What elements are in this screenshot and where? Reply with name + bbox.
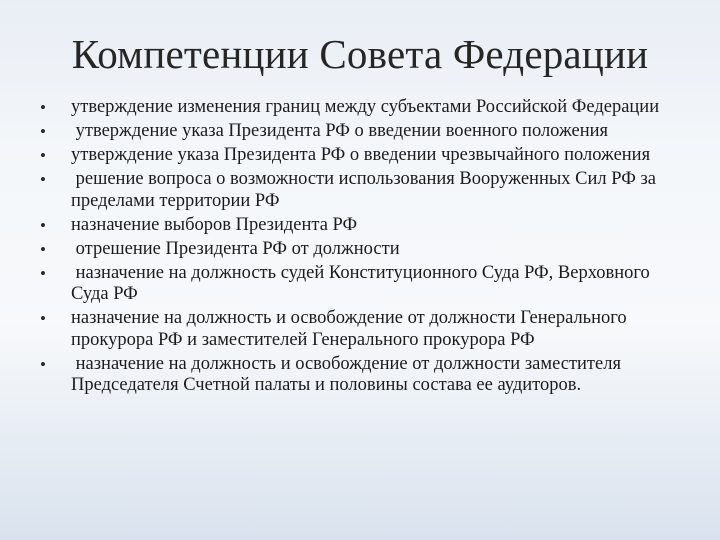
list-item: [40, 145, 680, 167]
bullet-icon: •: [40, 263, 46, 283]
list-item-text: решение вопроса о возможности использования Вооруженных Сил РФ за пределами территории РФ: [71, 169, 661, 211]
list-item-text: утверждение изменения границ между субъектами Российской Федерации: [71, 97, 660, 117]
bullet-icon: •: [40, 215, 46, 235]
bullet-icon: •: [40, 122, 46, 141]
list-item-text: назначение выборов Президента РФ: [71, 214, 358, 235]
bullet-icon: •: [40, 170, 46, 189]
list-item-text: назначение на должность и освобождение от должности заместителя Председателя Счетной палаты и половины состава ее аудиторов.: [71, 353, 626, 395]
list-item: [40, 215, 680, 237]
bullet-icon: •: [40, 146, 46, 165]
bullet-icon: •: [40, 354, 46, 374]
list-item: [40, 97, 680, 119]
list-item: [40, 263, 680, 306]
list-item-text: назначение на должность и освобождение от должности Генерального прокурора РФ и заместителей Генерального прокурора РФ: [71, 308, 632, 350]
bullet-icon: •: [40, 309, 46, 328]
list-item-text: утверждение указа Президента РФ о введении чрезвычайного положения: [71, 145, 651, 165]
list-item: [40, 121, 680, 143]
list-item-text: отрешение Президента РФ от должности: [71, 238, 400, 259]
slide-title: Компетенции Совета Федерации: [71, 31, 649, 77]
list-item: [40, 308, 680, 351]
competencies-list: [40, 97, 680, 399]
list-item-text: назначение на должность судей Конституционного Суда РФ, Верховного Суда РФ: [71, 262, 655, 304]
list-item: [40, 354, 680, 397]
bullet-icon: •: [40, 239, 46, 259]
list-item: [40, 169, 680, 212]
bullet-icon: •: [40, 98, 46, 117]
list-item: [40, 239, 680, 261]
list-item-text: утверждение указа Президента РФ о введении военного положения: [71, 121, 609, 141]
